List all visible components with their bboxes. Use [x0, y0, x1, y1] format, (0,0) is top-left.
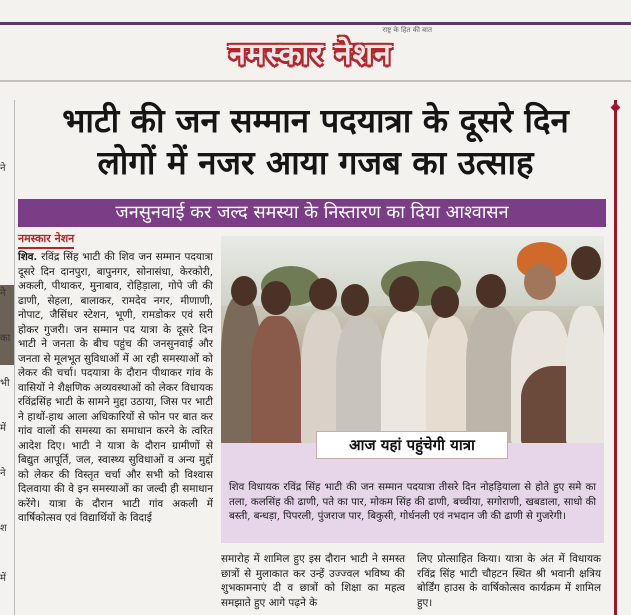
- masthead-tagline: राष्ट्र के हित की बात: [382, 26, 432, 34]
- article-column-1: शिव. रविंद्र सिंह भाटी की शिव जन सम्मान पदयात्रा दूसरे दिन दानपुरा, बापुनगर, सोनासंधा, केरकोरी, अकली, पीथाकर, मुनाबाव, रोहिड़ाला, गोपे जी की ढाणी, सेहला, बालाकर, रामदेव नगर, मीणाणी, नोपाट, जैसिंधर स्टेशन, भूणी, रामडोकर एवं सरी होकर गुजरी। जन सम्मान पद यात्रा के दूसरे दिन भाटी ने जनता के बीच पहुंच की जनसुनवाई और जनता से मूलभूत सुविधाओं में आ रही समस्याओं को लेकर की चर्चा। पदयात्रा के दौरान पीथाकर गांव के वासियों ने शैक्षणिक अव्यवस्थाओं को लेकर विधायक रविंद्रसिंह भाटी के सामने मुद्दा उठाया, जिस पर भाटी ने हाथों-हाथ आला अधिकारियों से फोन पर बात कर गांव वालों की समस्या का समाधान करने के त्वरित आदेश दिए। भाटी ने यात्रा के दौरान ग्रामीणों से बिद्युत आपूर्ति, जल, स्वास्थ्य सुविधाओं व अन्य मुद्दों को लेकर की विस्तृत चर्चा और सभी को विश्वास दिलवाया की वे इन समस्याओं का जल्दी ही समाधान करेंगे। यात्रा के दौरान भाटी गांव अकली में वार्षिकोत्सव एवं विद्यार्थियों के विदाई: [18, 251, 214, 524]
- headline-line-1: भाटी की जन सम्मान पदयात्रा के दूसरे दिन: [62, 101, 569, 140]
- caption-text: शिव विधायक रविंद्र सिंह भाटी की जन सम्मान पदयात्रा तीसरे दिन नोहड़ियाला से होते हुए समे का तला, कलसिंह की ढाणी, पते का पार, मोकम सिंह की ढाणी, बच्चीया, सगोराणी, खबडाला, साधो की बस्ती, बन्धड़ा, पिपरली, पुंजराज पार, बिकुसी, गोर्धनली एवं नभदान जी की ढाणी से गुजरेगी।: [229, 482, 596, 522]
- margin-fragment: का: [0, 333, 11, 344]
- article-column-2: समारोह में शामिल हुए इस दौरान भाटी ने समस्त छात्रों से मुलाकात कर उन्हें उज्ज्वल भविष्य की शुभकामनाएं दी व छात्रों को शिक्षा का महत्व समझाते हुए आगे पढ़ने के: [221, 553, 405, 609]
- headline: [18, 100, 613, 184]
- margin-fragment: ने: [0, 163, 6, 174]
- caption-title: आज यहां पहुंचेगी यात्रा: [316, 431, 508, 459]
- adjacent-article-strip: [0, 100, 15, 615]
- margin-fragment: ने: [0, 468, 6, 479]
- article-column-3: लिए प्रोत्साहित किया। यात्रा के अंत में विधायक रविंद्र सिंह भाटी चौहटन स्थित श्री भवानी क्षत्रिय बोर्डिंग हाउस के वार्षिकोत्सव कार्यक्रम में शामिल हुए।: [417, 553, 601, 609]
- article-body-1: रविंद्र सिंह भाटी की शिव जन सम्मान पदयात्रा दूसरे दिन दानपुरा, बापुनगर, सोनासंधा, केरकोरी, अकली, पीथाकर, मुनाबाव, रोहिड़ाला, गोपे जी की ढाणी, सेहला, बालाकर, रामदेव नगर, मीणाणी, नोपाट, जैसिंधर स्टेशन, भूणी, रामडोकर एवं सरी होकर गुजरी। जन सम्मान पद यात्रा के दूसरे दिन भाटी ने जनता के बीच पहुंच की जनसुनवाई और जनता से मूलभूत सुविधाओं में आ रही समस्याओं को लेकर की चर्चा। पदयात्रा के दौरान पीथाकर गांव के वासियों ने शैक्षणिक अव्यवस्थाओं को लेकर विधायक रविंद्रसिंह भाटी के सामने मुद्दा उठाया, जिस पर भाटी ने हाथों-हाथ आला अधिकारियों से फोन पर बात कर गांव वालों की समस्या का समाधान करने के त्वरित आदेश दिए। भाटी ने यात्रा के दौरान ग्रामीणों से बिद्युत आपूर्ति, जल, स्वास्थ्य सुविधाओं व अन्य मुद्दों को लेकर की विस्तृत चर्चा और सभी को विश्वास दिलवाया की वे इन समस्याओं का जल्दी ही समाधान करेंगे। यात्रा के दौरान भाटी गांव अकली में वार्षिकोत्सव एवं विद्यार्थियों के विदाई: [18, 251, 214, 524]
- subheadline-banner: जनसुनवाई कर जल्द समस्या के निस्तारण का दिया आश्वासन: [18, 199, 606, 227]
- dateline-place: शिव: [18, 251, 34, 263]
- news-photo: [221, 236, 604, 443]
- margin-fragment: ने: [0, 288, 6, 299]
- margin-fragment: भी: [0, 378, 10, 389]
- headline-line-2: लोगों में नजर आया गजब का उत्साह: [97, 143, 534, 182]
- top-rule: [0, 22, 631, 25]
- photo-caption-box: [221, 436, 604, 543]
- margin-fragment: में: [0, 423, 6, 434]
- masthead: [183, 26, 438, 74]
- byline: नमस्कार नेशन: [18, 231, 74, 249]
- right-column-bracket: [614, 100, 631, 615]
- margin-fragment: में: [0, 573, 6, 584]
- masthead-divider: [0, 80, 631, 82]
- masthead-title: नमस्कार नेशन: [229, 36, 392, 72]
- margin-fragment: श: [0, 523, 7, 534]
